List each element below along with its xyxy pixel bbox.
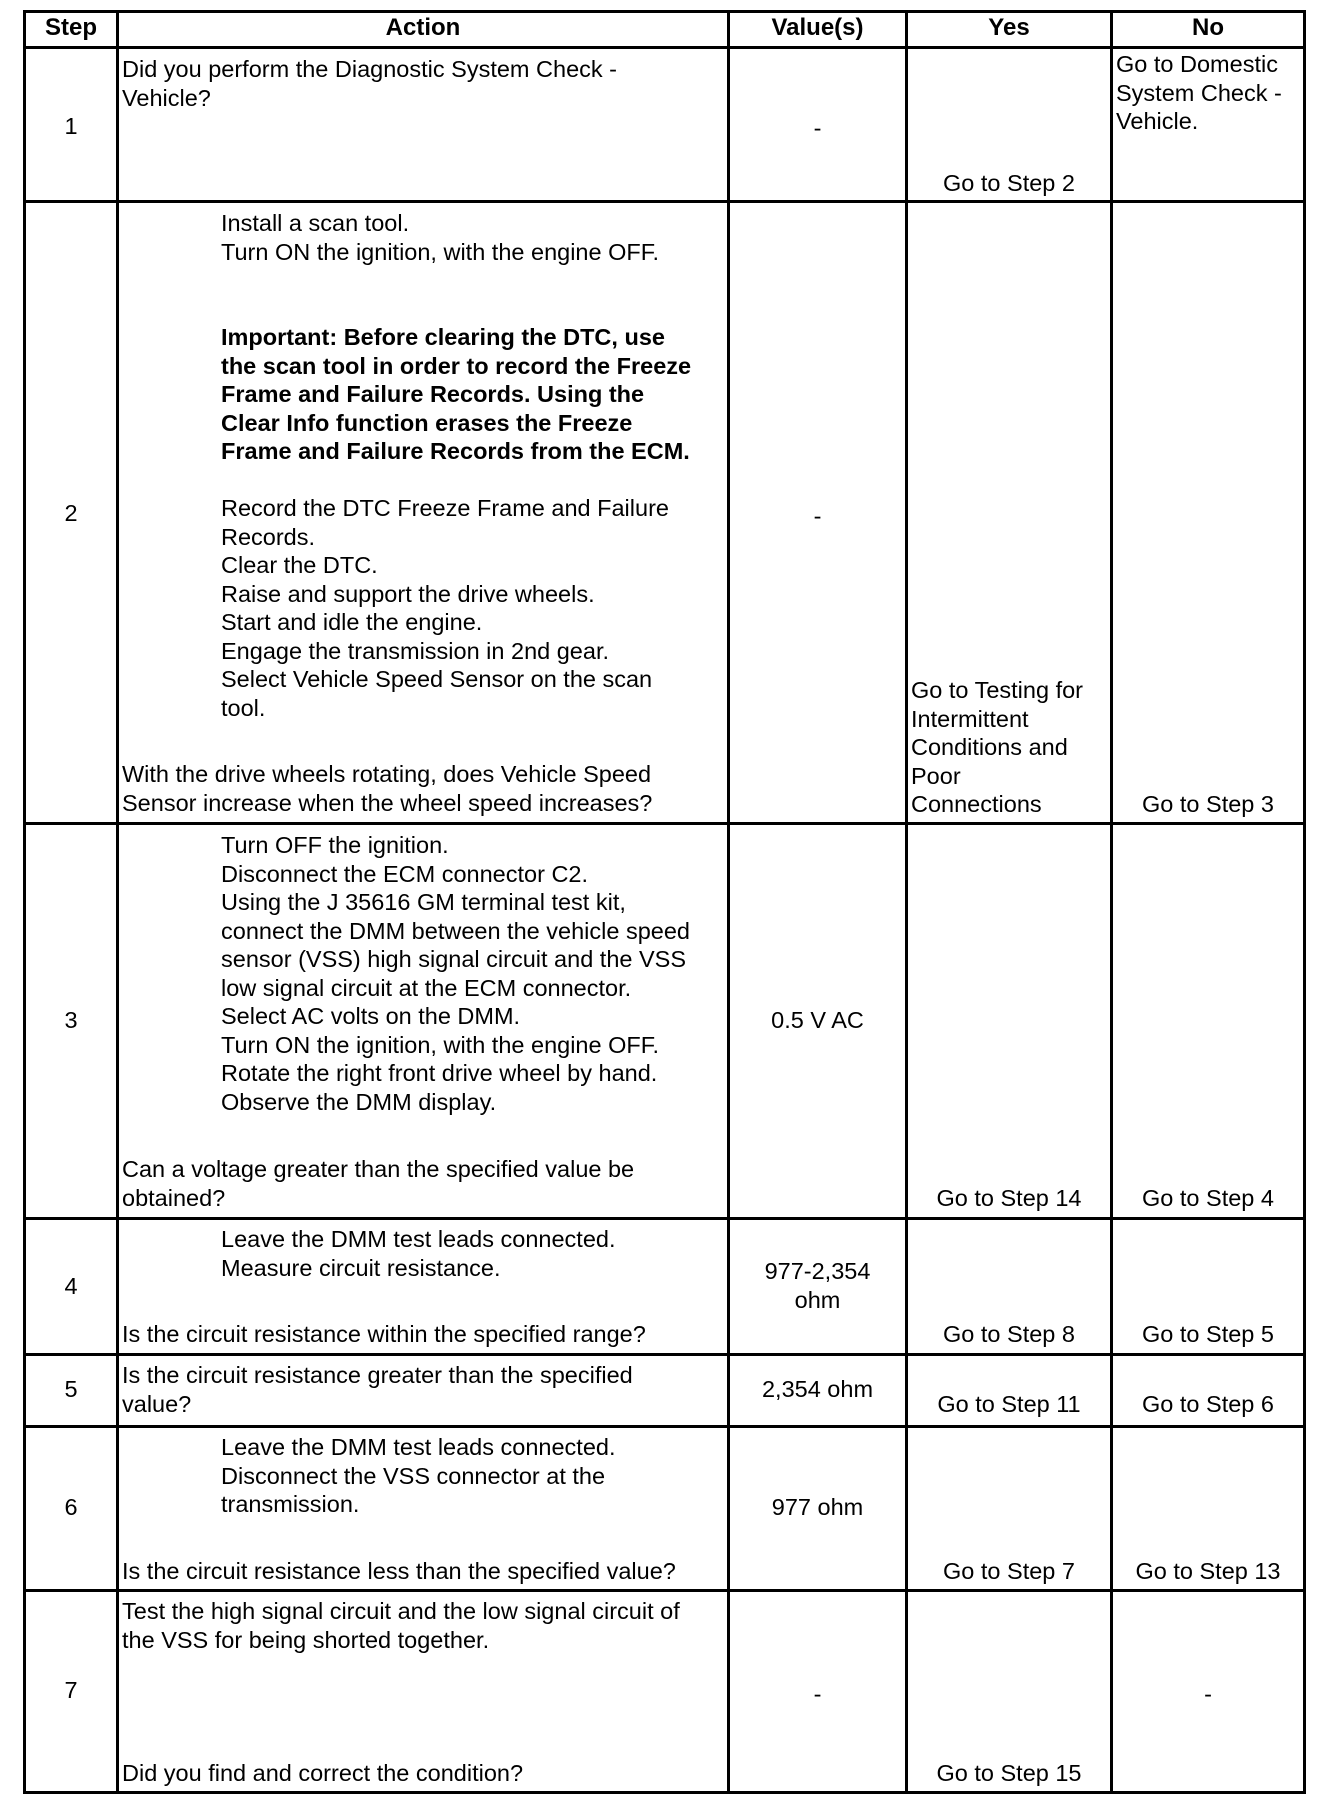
action-question: Is the circuit resistance less than the specified value? — [122, 1558, 676, 1584]
no-cell: - — [1204, 1681, 1212, 1707]
header-values: Value(s) — [771, 14, 864, 41]
action-question: Is the circuit resistance greater than the specified value? — [122, 1362, 633, 1417]
row-divider — [23, 1217, 1306, 1220]
action-question: Can a voltage greater than the specified value be obtained? — [122, 1156, 635, 1211]
step-number: 7 — [64, 1677, 78, 1703]
important-note: Important: Before clearing the DTC, use the scan tool in order to record the Freeze Frame and Failure Records. Using the Clear Info function erases the Freeze Frame and Failure Records from the ECM. — [221, 324, 692, 464]
no-cell: Go to Step 4 — [1142, 1185, 1274, 1211]
action-question: With the drive wheels rotating, does Vehicle Speed Sensor increase when the wheel speed increases? — [122, 761, 653, 816]
row-divider — [23, 200, 1306, 203]
yes-cell: Go to Step 7 — [943, 1558, 1075, 1584]
table-border-top — [23, 10, 1306, 13]
action-steps: Leave the DMM test leads connected. Disconnect the VSS connector at the transmission. — [221, 1434, 616, 1517]
no-cell: Go to Domestic System Check - Vehicle. — [1116, 51, 1282, 134]
action-steps: Record the DTC Freeze Frame and Failure Records. Clear the DTC. Raise and support the drive wheels. Start and idle the engine. Engage the transmission in 2nd gear. Select Vehicle Speed Sensor on the scan tool. — [221, 495, 669, 721]
column-divider — [1110, 10, 1113, 1794]
step-number: 5 — [64, 1376, 78, 1402]
row-divider — [23, 1589, 1306, 1592]
value-cell: - — [813, 1681, 822, 1707]
no-cell: Go to Step 13 — [1135, 1558, 1281, 1584]
no-cell: Go to Step 3 — [1142, 791, 1274, 817]
yes-cell: Go to Step 11 — [937, 1391, 1081, 1417]
table-border-bottom — [23, 1791, 1306, 1794]
value-cell: 0.5 V AC — [771, 1007, 864, 1033]
action-steps: Test the high signal circuit and the low signal circuit of the VSS for being shorted together. — [122, 1598, 680, 1653]
yes-cell: Go to Step 14 — [936, 1185, 1082, 1211]
header-step: Step — [44, 14, 97, 41]
yes-cell: Go to Step 2 — [943, 170, 1075, 196]
header-action: Action — [385, 14, 461, 41]
row-divider — [23, 1425, 1306, 1428]
no-cell: Go to Step 5 — [1142, 1321, 1274, 1347]
step-number: 1 — [64, 113, 78, 139]
action-question: Is the circuit resistance within the specified range? — [122, 1321, 646, 1347]
value-cell: - — [813, 115, 822, 141]
action-question: Did you find and correct the condition? — [122, 1760, 524, 1786]
row-divider — [23, 822, 1306, 825]
column-divider — [905, 10, 908, 1794]
step-number: 6 — [64, 1494, 78, 1520]
yes-cell: Go to Testing for Intermittent Conditions and Poor Connections — [911, 677, 1083, 817]
table-border-right — [1303, 10, 1306, 1794]
column-divider — [116, 10, 119, 1794]
value-cell: 977 ohm — [771, 1494, 864, 1520]
no-cell: Go to Step 6 — [1142, 1391, 1274, 1417]
value-cell: 977-2,354 ohm — [764, 1258, 871, 1313]
header-no: No — [1192, 14, 1224, 41]
column-divider — [727, 10, 730, 1794]
header-yes: Yes — [988, 14, 1030, 41]
yes-cell: Go to Step 15 — [936, 1760, 1082, 1786]
action-steps: Install a scan tool. Turn ON the ignition, with the engine OFF. — [221, 210, 660, 265]
row-divider — [23, 1353, 1306, 1356]
table-border-left — [23, 10, 26, 1794]
step-number: 3 — [64, 1007, 78, 1033]
step-number: 2 — [64, 500, 78, 526]
action-steps: Leave the DMM test leads connected. Measure circuit resistance. — [221, 1226, 616, 1281]
header-divider — [23, 46, 1306, 49]
step-number: 4 — [64, 1273, 78, 1299]
action-question: Did you perform the Diagnostic System Check - Vehicle? — [122, 56, 617, 111]
value-cell: 2,354 ohm — [761, 1376, 874, 1402]
yes-cell: Go to Step 8 — [943, 1321, 1075, 1347]
value-cell: - — [813, 503, 822, 529]
action-steps: Turn OFF the ignition. Disconnect the ECM connector C2. Using the J 35616 GM terminal test kit, connect the DMM between the vehicle speed sensor (VSS) high signal circuit and the VSS low signal circuit at the ECM connector. Select AC volts on the DMM. Turn ON the ignition, with the engine OFF. Rotate the right front drive wheel by hand. Observe the DMM display. — [221, 832, 690, 1115]
